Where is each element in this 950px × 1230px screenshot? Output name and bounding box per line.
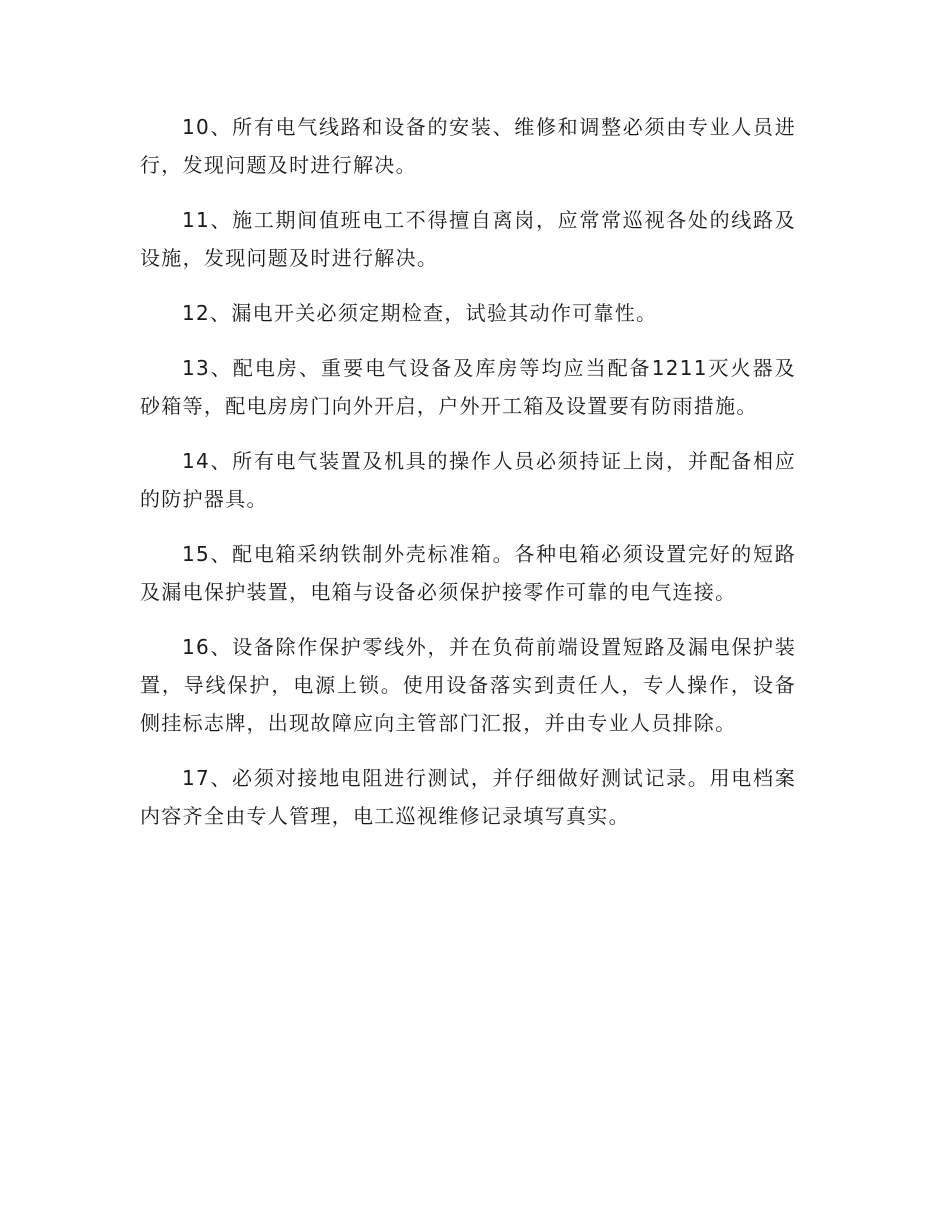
document-body (140, 108, 796, 852)
paragraph-15: 15、配电箱采纳铁制外壳标准箱。各种电箱必须设置完好的短路及漏电保护装置，电箱与设备必须保护接零作可靠的电气连接。 (140, 542, 796, 604)
paragraph-10: 10、所有电气线路和设备的安装、维修和调整必须由专业人员进行，发现问题及时进行解决。 (140, 115, 796, 177)
paragraph-11: 11、施工期间值班电工不得擅自离岗，应常常巡视各处的线路及设施，发现问题及时进行解决。 (140, 208, 796, 270)
paragraph-17: 17、必须对接地电阻进行测试，并仔细做好测试记录。用电档案内容齐全由专人管理，电工巡视维修记录填写真实。 (140, 766, 796, 828)
paragraph-13: 13、配电房、重要电气设备及库房等均应当配备1211灭火器及砂箱等，配电房房门向外开启，户外开工箱及设置要有防雨措施。 (140, 356, 796, 418)
paragraph-12: 12、漏电开关必须定期检查，试验其动作可靠性。 (182, 301, 658, 325)
paragraph-14: 14、所有电气装置及机具的操作人员必须持证上岗，并配备相应的防护器具。 (140, 449, 796, 511)
paragraph-16: 16、设备除作保护零线外，并在负荷前端设置短路及漏电保护装置，导线保护，电源上锁。使用设备落实到责任人，专人操作，设备侧挂标志牌，出现故障应向主管部门汇报，并由专业人员排除。 (140, 635, 796, 735)
